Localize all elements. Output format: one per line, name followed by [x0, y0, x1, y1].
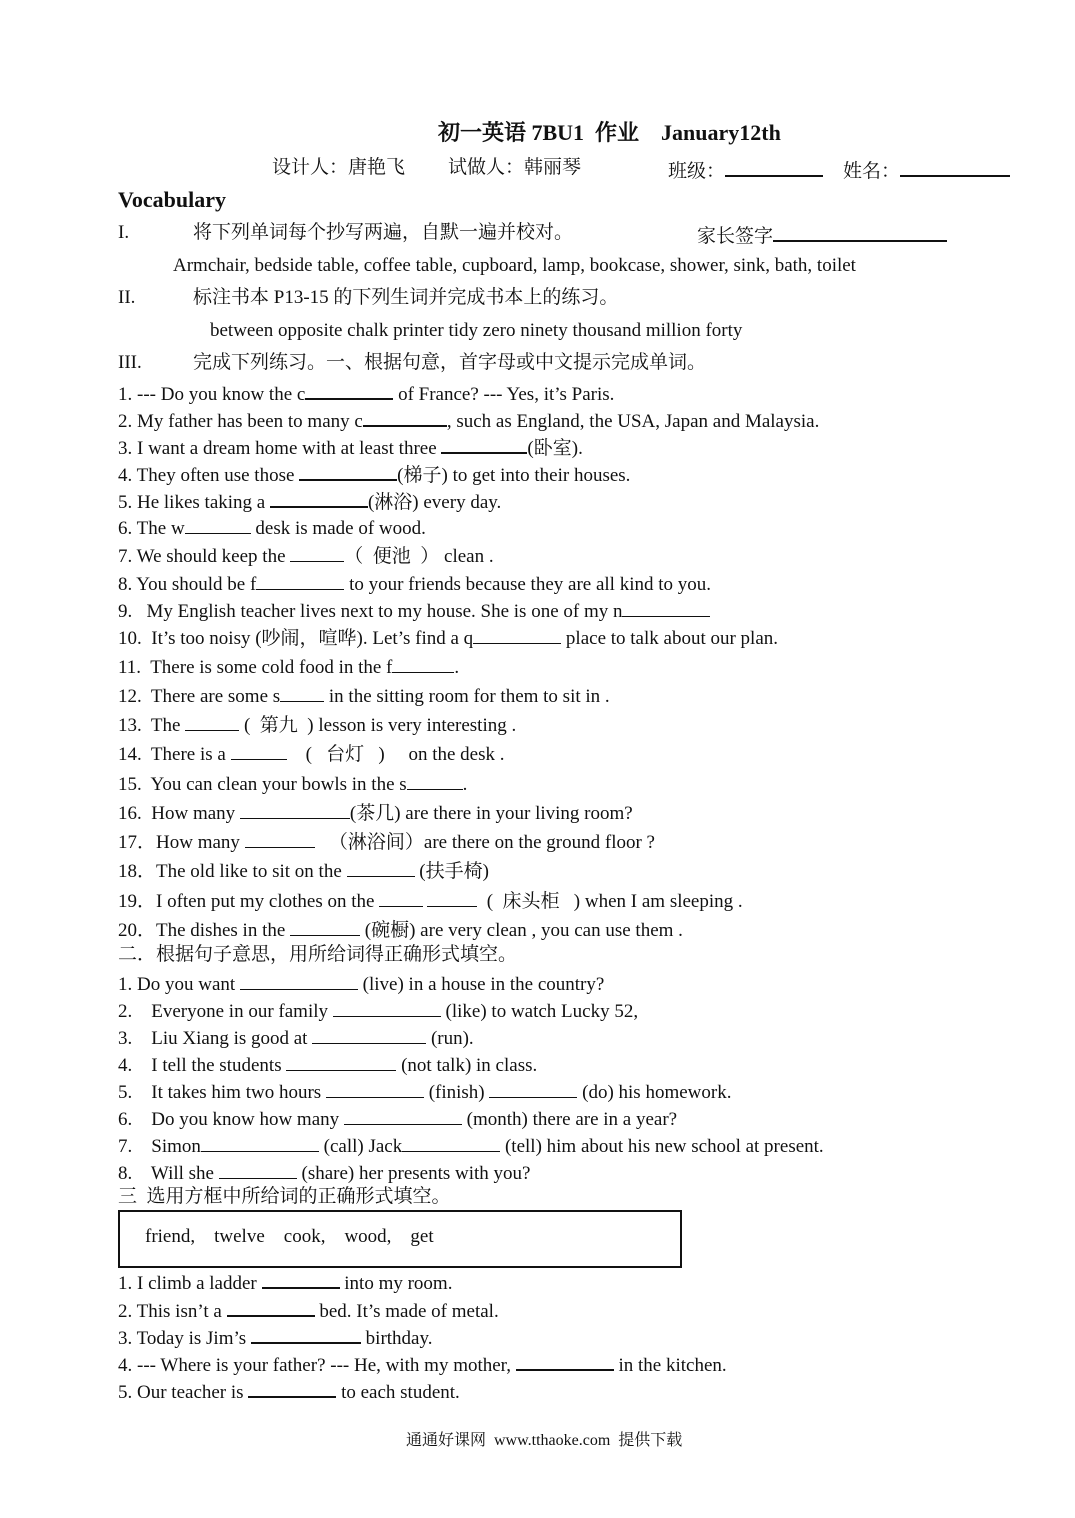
part1-instruction: 将下列单词每个抄写两遍，自默一遍并校对。 — [193, 222, 574, 243]
answer-blank[interactable] — [240, 800, 350, 819]
word-box-words: friend, twelve cook, wood, get — [145, 1226, 434, 1247]
answer-blank[interactable] — [489, 1079, 577, 1098]
answer-blank[interactable] — [262, 1269, 340, 1289]
part2-words: between opposite chalk printer tidy zero ninety thousand million forty — [210, 320, 743, 341]
part3-number: III. — [118, 352, 142, 373]
exercise-item: 1. Do you want (live) in a house in the country? — [118, 971, 604, 996]
part2-instruction: 标注书本 P13-15 的下列生词并完成书本上的练习。 — [193, 287, 619, 308]
class-field[interactable] — [668, 157, 823, 183]
exercise-item: 8. Will she (share) her presents with you? — [118, 1160, 530, 1185]
answer-blank[interactable] — [363, 407, 447, 427]
parent-sign-blank[interactable] — [773, 222, 947, 242]
answer-blank[interactable] — [622, 598, 710, 617]
exercise-item: 16. How many (茶几) are there in your living room? — [118, 800, 633, 825]
answer-blank[interactable] — [407, 771, 463, 790]
part2-number: II. — [118, 287, 136, 308]
exercise-item: 17．How many （淋浴间）are there on the ground floor ? — [118, 829, 655, 854]
answer-blank[interactable] — [312, 1025, 426, 1044]
answer-blank[interactable] — [201, 1133, 319, 1152]
exercise-item: 15. You can clean your bowls in the s . — [118, 771, 467, 796]
answer-blank[interactable] — [256, 571, 344, 590]
exercise-item: 6. Do you know how many (month) there are in a year? — [118, 1106, 677, 1131]
answer-blank[interactable] — [185, 712, 239, 731]
answer-blank[interactable] — [227, 1297, 315, 1317]
exercise-item: 5. He likes taking a (淋浴) every day. — [118, 488, 501, 514]
exercise-item: 3. Liu Xiang is good at (run). — [118, 1025, 474, 1050]
answer-blank[interactable] — [240, 971, 358, 990]
exercise-item: 5. Our teacher is to each student. — [118, 1378, 460, 1404]
exercise-item: 7. We should keep the （ 便池 ） clean . — [118, 543, 494, 568]
exercise-item: 1. --- Do you know the c of France? --- Yes, it’s Paris. — [118, 380, 614, 406]
answer-blank[interactable] — [245, 829, 315, 848]
exercise-item: 4. I tell the students (not talk) in class. — [118, 1052, 537, 1077]
section2-heading: 二．根据句子意思，用所给词得正确形式填空。 — [118, 944, 518, 965]
answer-blank[interactable] — [344, 1106, 462, 1125]
exercise-item: 19．I often put my clothes on the ( 床头柜 ) when I am sleeping . — [118, 888, 743, 913]
exercise-item: 3. I want a dream home with at least three (卧室). — [118, 434, 583, 460]
answer-blank[interactable] — [290, 917, 360, 936]
page-title: 初一英语 7BU1 作业 January12th — [438, 120, 781, 145]
answer-blank[interactable] — [248, 1378, 336, 1398]
section3-heading: 三 选用方框中所给词的正确形式填空。 — [118, 1186, 451, 1207]
exercise-item: 13. The ( 第九 ) lesson is very interesting . — [118, 712, 516, 737]
exercise-item: 12. There are some s in the sitting room for them to sit in . — [118, 683, 610, 708]
parent-sign-label: 家长签字 — [697, 226, 774, 247]
part3-instruction: 完成下列练习。一、根据句意，首字母或中文提示完成单词。 — [193, 352, 707, 373]
name-blank[interactable] — [900, 157, 1010, 177]
designer-label: 设计人：唐艳飞 — [272, 157, 406, 178]
parent-sign-field[interactable] — [697, 222, 947, 248]
footer-credit: 通通好课网 www.tthaoke.com 提供下载 — [406, 1432, 683, 1449]
exercise-item: 2. This isn’t a bed. It’s made of metal. — [118, 1297, 499, 1323]
exercise-item: 10. It’s too noisy (吵闹，喧哗). Let’s find a q place to talk about our plan. — [118, 625, 778, 650]
answer-blank[interactable] — [441, 434, 527, 454]
answer-blank[interactable] — [280, 683, 324, 702]
answer-blank[interactable] — [286, 1052, 396, 1071]
answer-blank[interactable] — [251, 1324, 361, 1344]
exercise-item: 4. They often use those (梯子) to get into their houses. — [118, 461, 630, 487]
answer-blank[interactable] — [402, 1133, 500, 1152]
answer-blank[interactable] — [231, 741, 287, 760]
exercise-item: 3. Today is Jim’s birthday. — [118, 1324, 433, 1350]
answer-blank[interactable] — [473, 625, 561, 644]
answer-blank[interactable] — [270, 488, 368, 508]
exercise-item: 20．The dishes in the (碗橱) are very clean , you can use them . — [118, 917, 683, 942]
answer-blank[interactable] — [392, 654, 454, 673]
answer-blank[interactable] — [326, 1079, 424, 1098]
answer-blank[interactable] — [347, 858, 415, 877]
exercise-item: 6. The w desk is made of wood. — [118, 515, 426, 540]
exercise-item: 11. There is some cold food in the f . — [118, 654, 459, 679]
answer-blank[interactable] — [333, 998, 441, 1017]
answer-blank[interactable] — [379, 888, 423, 907]
part1-words: Armchair, bedside table, coffee table, cupboard, lamp, bookcase, shower, sink, bath, toilet — [173, 255, 856, 276]
class-blank[interactable] — [725, 157, 823, 177]
exercise-item: 9. My English teacher lives next to my house. She is one of my n — [118, 598, 710, 623]
exercise-item: 1. I climb a ladder into my room. — [118, 1269, 452, 1295]
class-label: 班级： — [668, 161, 726, 182]
exercise-item: 4. --- Where is your father? --- He, with my mother, in the kitchen. — [118, 1351, 727, 1377]
part1-number: I. — [118, 222, 130, 243]
answer-blank[interactable] — [290, 543, 344, 562]
exercise-item: 7. Simon (call) Jack (tell) him about his new school at present. — [118, 1133, 824, 1158]
answer-blank[interactable] — [427, 888, 477, 907]
vocabulary-heading: Vocabulary — [118, 187, 226, 212]
exercise-item: 8. You should be f to your friends because they are all kind to you. — [118, 571, 711, 596]
exercise-item: 5. It takes him two hours (finish) (do) his homework. — [118, 1079, 731, 1104]
exercise-item: 2. Everyone in our family (like) to watch Lucky 52, — [118, 998, 638, 1023]
answer-blank[interactable] — [185, 515, 251, 534]
answer-blank[interactable] — [219, 1160, 297, 1179]
answer-blank[interactable] — [299, 461, 397, 481]
exercise-item: 18．The old like to sit on the (扶手椅) — [118, 858, 489, 883]
exercise-item: 2. My father has been to many c , such as England, the USA, Japan and Malaysia. — [118, 407, 819, 433]
name-label: 姓名： — [843, 161, 901, 182]
tester-label: 试做人：韩丽琴 — [448, 157, 582, 178]
answer-blank[interactable] — [516, 1351, 614, 1371]
name-field[interactable] — [843, 157, 1010, 183]
exercise-item: 14. There is a ( 台灯 ) on the desk . — [118, 741, 505, 766]
answer-blank[interactable] — [305, 380, 393, 400]
